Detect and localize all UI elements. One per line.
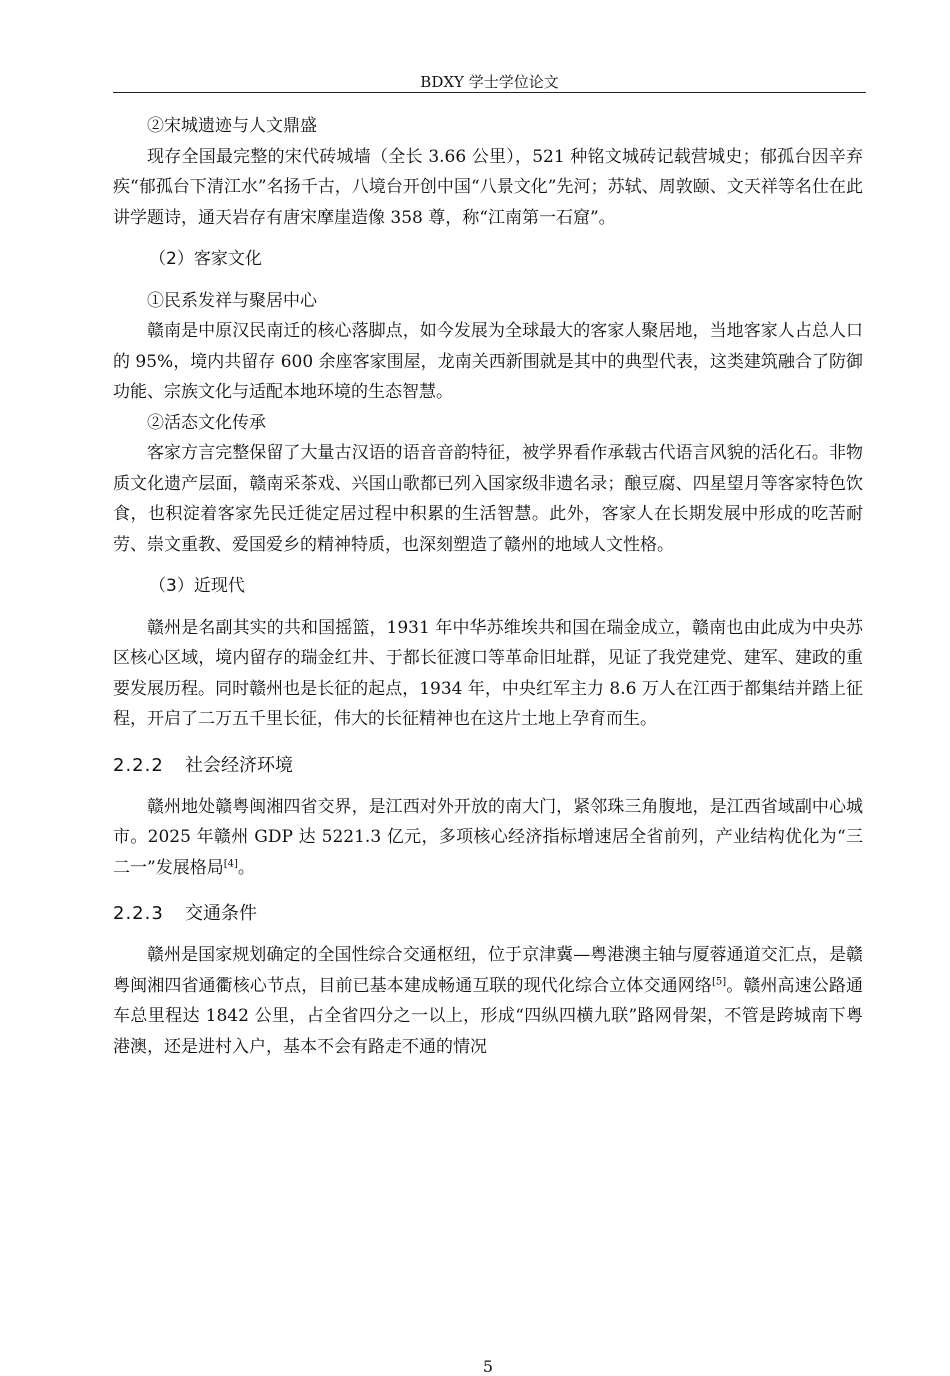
paragraph-economy: [113, 792, 863, 884]
paragraph-text: 。赣州高速公路通车总里程达 1842 公里，占全省四分之一以上，形成“四纵四横九联”路网骨架，不管是跨城南下粤港澳，还是进村入户，基本不会有路走不通的情况: [113, 975, 864, 1057]
section-heading-modern: （3）近现代: [149, 576, 245, 596]
heading-economy: [113, 751, 863, 781]
paragraph-songcheng: 现存全国最完整的宋代砖城墙（全长 3.66 公里），521 种铭文城砖记载营城史；郁孤台因辛弃疾“郁孤台下清江水”名扬千古，八境台开创中国“八景文化”先河；苏轼、周敦颐、文天祥等名仕在此讲学题诗，通天岩存有唐宋摩崖造像 358 尊，称“江南第一石窟”。: [113, 146, 863, 228]
paragraph-modern: 赣州是名副其实的共和国摇篮，1931 年中华苏维埃共和国在瑞金成立，赣南也由此成为中央苏区核心区域，境内留存的瑞金红井、于都长征渡口等革命旧址群，见证了我党建党、建军、建政的重要发展历程。同时赣州也是长征的起点，1934 年，中央红军主力 8.6 万人在江西于都集结并踏上征程，开启了二万五千里长征，伟大的长征精神也在这片土地上孕育而生。: [113, 617, 863, 729]
heading-number: 2.2.2: [113, 754, 164, 776]
paragraph-hakka-origin: 赣南是中原汉民南迁的核心落脚点，如今发展为全球最大的客家人聚居地，当地客家人占总人口的 95%，境内共留存 600 余座客家围屋，龙南关西新围就是其中的典型代表，这类建筑融合了防御功能、宗族文化与适配本地环境的生态智慧。: [113, 321, 863, 402]
subheading-hakka-living: ②活态文化传承: [147, 412, 266, 433]
heading-title: 交通条件: [185, 903, 257, 924]
citation-4[interactable]: [4]: [223, 857, 238, 869]
page-number: 5: [482, 1357, 494, 1376]
citation-5[interactable]: [5]: [711, 975, 727, 987]
paragraph-text: 赣州是国家规划确定的全国性综合交通枢纽，位于京津冀—粤港澳主轴与厦蓉通道交汇点，是赣粤闽湘四省通衢核心节点，目前已基本建成畅通互联的现代化综合立体交通网络: [113, 945, 863, 996]
heading-traffic: [113, 899, 863, 929]
paragraph-hakka-living: 客家方言完整保留了大量古汉语的语音音韵特征，被学界看作承载古代语言风貌的活化石。非物质文化遗产层面，赣南采茶戏、兴国山歌都已列入国家级非遗名录；酿豆腐、四星望月等客家特色饮食，也积淀着客家先民迁徙定居过程中积累的生活智慧。此外，客家人在长期发展中形成的吃苦耐劳、崇文重教、爱国爱乡的精神特质，也深刻塑造了赣州的地域人文性格。: [113, 443, 863, 555]
header-rule: [113, 92, 866, 93]
heading-number: 2.2.3: [113, 903, 164, 924]
paragraph-traffic: [113, 940, 863, 1062]
section-heading-hakka: （2）客家文化: [149, 249, 262, 269]
heading-title: 社会经济环境: [185, 754, 293, 776]
subheading-hakka-origin: ①民系发祥与聚居中心: [147, 290, 317, 311]
body-content: [113, 111, 864, 1376]
paragraph-tail: 。: [237, 857, 255, 878]
paragraph-text: 赣州地处赣粤闽湘四省交界，是江西对外开放的南大门，紧邻珠三角腹地，是江西省域副中心城市。2025 年赣州 GDP 达 5221.3 亿元，多项核心经济指标增速居全省前列，产业结构优化为“三二一”发展格局: [113, 796, 863, 878]
subheading-songcheng: ②宋城遗迹与人文鼎盛: [147, 116, 317, 136]
running-header: BDXY 学士学位论文: [420, 73, 559, 91]
